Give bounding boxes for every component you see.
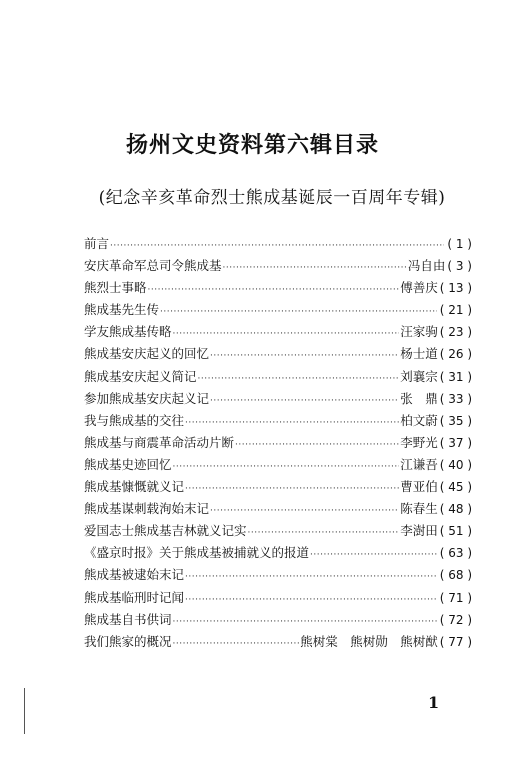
toc-entry-page: ( 3 ) — [447, 259, 472, 274]
toc-entry-page: ( 26 ) — [439, 347, 472, 362]
toc-entry-title: 安庆革命军总司令熊成基 — [84, 258, 222, 274]
toc-entry-title: 我们熊家的概况 — [84, 633, 172, 649]
toc-entry-title: 爱国志士熊成基吉林就义记实 — [84, 523, 247, 539]
toc-entry-author: 柏文蔚 — [400, 412, 438, 428]
toc-entry-author: 张 鼎 — [400, 390, 438, 406]
toc-entry — [84, 632, 472, 654]
toc-entry-page: ( 35 ) — [439, 413, 472, 428]
toc-entry-author: 曹亚伯 — [400, 479, 438, 495]
toc-entry-title: 熊成基谋刺载洵始末记 — [84, 501, 210, 517]
toc-entry-page: ( 63 ) — [439, 546, 472, 561]
toc-entry — [84, 543, 472, 565]
toc-entry — [84, 588, 472, 610]
toc-entry-title: 《盛京时报》关于熊成基被捕就义的报道 — [84, 545, 310, 561]
toc-entry-author: 江谦吾 — [400, 456, 438, 472]
toc-dot-leader — [210, 506, 399, 516]
toc-entry-page: ( 45 ) — [439, 480, 472, 495]
toc-entry-page: ( 40 ) — [439, 457, 472, 472]
toc-dot-leader — [248, 528, 400, 538]
toc-entry-author: 熊树棠 熊树勋 熊树猷 — [300, 633, 438, 649]
toc-entry-page: ( 77 ) — [439, 634, 472, 649]
toc-dot-leader — [185, 595, 437, 605]
toc-entry-title: 我与熊成基的交往 — [84, 412, 185, 428]
toc-entry-author: 刘襄宗 — [400, 368, 438, 384]
toc-dot-leader — [185, 572, 437, 582]
toc-entry — [84, 455, 472, 477]
toc-dot-leader — [110, 241, 444, 251]
toc-entry-title: 熊成基慷慨就义记 — [84, 479, 185, 495]
toc-dot-leader — [173, 462, 400, 472]
toc-dot-leader — [185, 484, 399, 494]
toc-dot-leader — [235, 440, 399, 450]
toc-entry-page: ( 37 ) — [439, 435, 472, 450]
toc-entry-title: 熊成基自书供词 — [84, 611, 172, 627]
toc-entry — [84, 256, 472, 278]
toc-entry-page: ( 48 ) — [439, 502, 472, 517]
toc-dot-leader — [173, 639, 300, 649]
toc-entry-title: 参加熊成基安庆起义记 — [84, 390, 210, 406]
toc-entry-title: 学友熊成基传略 — [84, 324, 172, 340]
toc-entry — [84, 300, 472, 322]
toc-entry-title: 熊成基与商震革命活动片断 — [84, 434, 235, 450]
toc-entry-author: 汪家驹 — [400, 324, 438, 340]
toc-entry-author: 李澍田 — [400, 523, 438, 539]
toc-dot-leader — [173, 617, 437, 627]
toc-entry — [84, 344, 472, 366]
toc-entry-title: 熊成基临刑时记闻 — [84, 589, 185, 605]
toc-entry-page: ( 31 ) — [439, 369, 472, 384]
toc-entry-author: 杨士道 — [400, 346, 438, 362]
toc-entry — [84, 477, 472, 499]
toc-entry-title: 前言 — [84, 236, 110, 251]
page-subtitle: (纪念辛亥革命烈士熊成基诞辰一百周年专辑) — [98, 188, 446, 208]
toc-entry-title: 熊成基安庆起义简记 — [84, 368, 197, 384]
toc-entry-title: 熊烈士事略 — [84, 280, 147, 296]
toc-dot-leader — [160, 307, 437, 317]
toc-entry-author: 陈春生 — [400, 501, 438, 517]
toc-dot-leader — [198, 374, 400, 384]
toc-entry — [84, 389, 472, 411]
toc-entry-page: ( 1 ) — [447, 237, 472, 251]
page-title: 扬州文史资料第六辑目录 — [125, 132, 379, 158]
toc-entry — [84, 521, 472, 543]
toc-entry-page: ( 33 ) — [439, 391, 472, 406]
toc-entry-author: 傅善庆 — [400, 280, 438, 296]
toc-entry-page: ( 23 ) — [439, 325, 472, 340]
toc-entry-page: ( 71 ) — [439, 590, 472, 605]
toc-entry-title: 熊成基先生传 — [84, 302, 160, 318]
toc-entry-author: 李野光 — [400, 434, 438, 450]
table-of-contents — [84, 234, 472, 654]
toc-dot-leader — [148, 285, 400, 295]
toc-entry-page: ( 21 ) — [439, 303, 472, 318]
toc-entry — [84, 433, 472, 455]
toc-entry — [84, 610, 472, 632]
toc-entry-title: 熊成基史迹回忆 — [84, 456, 172, 472]
toc-entry — [84, 278, 472, 300]
margin-line — [24, 688, 25, 734]
toc-dot-leader — [210, 351, 399, 361]
page-number: 1 — [428, 693, 440, 712]
toc-entry-title: 熊成基被逮始末记 — [84, 567, 185, 583]
toc-entry-author: 冯自由 — [407, 258, 446, 274]
toc-entry — [84, 322, 472, 344]
toc-entry — [84, 234, 472, 256]
toc-entry-page: ( 72 ) — [439, 612, 472, 627]
toc-entry — [84, 367, 472, 389]
toc-dot-leader — [173, 329, 400, 339]
toc-dot-leader — [185, 418, 399, 428]
toc-entry-page: ( 13 ) — [439, 281, 472, 296]
toc-entry — [84, 565, 472, 587]
toc-entry — [84, 499, 472, 521]
toc-dot-leader — [210, 396, 399, 406]
toc-dot-leader — [223, 263, 407, 273]
toc-entry-page: ( 51 ) — [439, 524, 472, 539]
toc-entry-title: 熊成基安庆起义的回忆 — [84, 346, 210, 362]
toc-entry — [84, 411, 472, 433]
toc-entry-page: ( 68 ) — [439, 568, 472, 583]
toc-dot-leader — [310, 550, 437, 560]
